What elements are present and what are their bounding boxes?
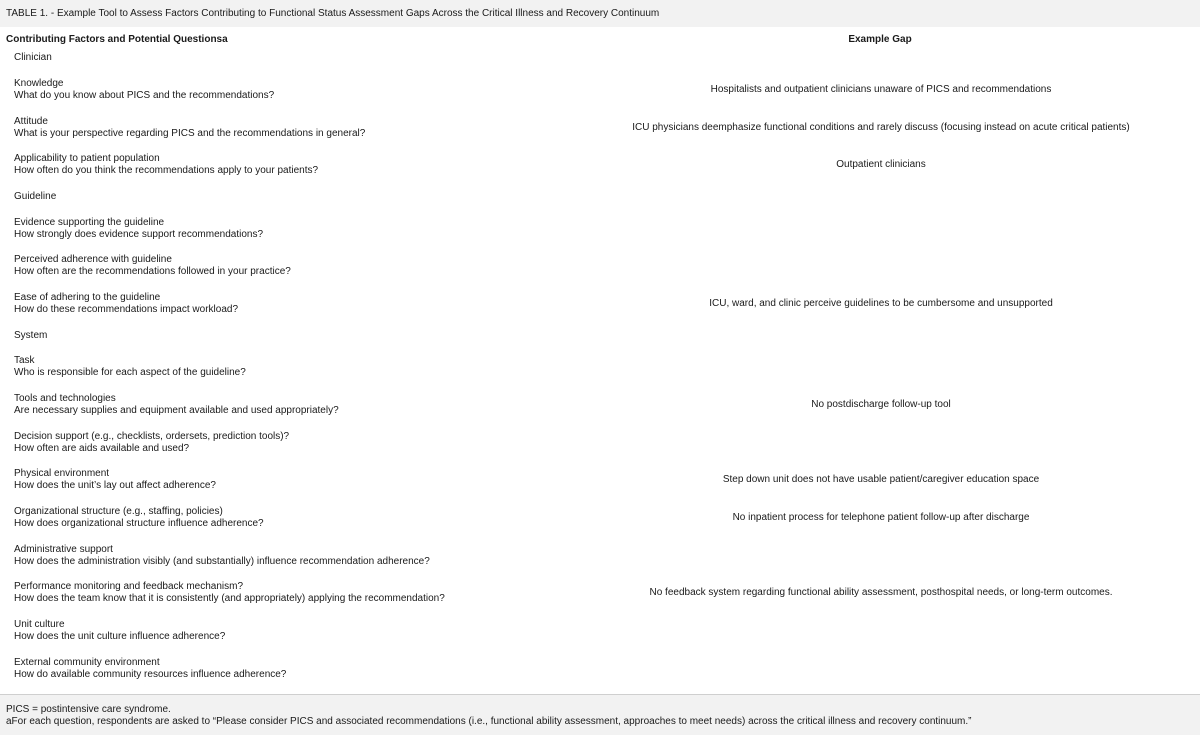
table-row	[14, 393, 574, 417]
footnote-abbreviation: PICS = postintensive care syndrome.	[6, 704, 171, 715]
factor-question: How does the unit’s lay out affect adherence?	[14, 480, 216, 491]
factor-label: Knowledge	[14, 78, 64, 89]
factor-question: What do you know about PICS and the recommendations?	[14, 90, 275, 101]
factor-question: How does organizational structure influence adherence?	[14, 518, 264, 529]
table-row	[14, 431, 574, 455]
factor-label: Decision support (e.g., checklists, ordersets, prediction tools)?	[14, 431, 290, 442]
factor-question: How does the unit culture influence adherence?	[14, 631, 226, 642]
table-row	[14, 506, 574, 530]
factor-question: How do available community resources influence adherence?	[14, 669, 287, 680]
table-row	[14, 657, 574, 681]
factor-question: How often do you think the recommendations apply to your patients?	[14, 165, 319, 176]
gap-cell: No postdischarge follow-up tool	[811, 399, 951, 410]
gap-cell: ICU, ward, and clinic perceive guidelines to be cumbersome and unsupported	[709, 298, 1053, 309]
factor-label: External community environment	[14, 657, 160, 668]
table-row	[14, 468, 574, 492]
factor-label: Attitude	[14, 116, 48, 127]
table-row	[14, 254, 574, 278]
gap-cell: No feedback system regarding functional ability assessment, posthospital needs, or long-term outcomes.	[649, 587, 1113, 598]
factor-label: Performance monitoring and feedback mechanism?	[14, 581, 244, 592]
table-row	[14, 292, 574, 316]
factor-label: Physical environment	[14, 468, 110, 479]
table-row	[14, 116, 574, 140]
factor-label: Organizational structure (e.g., staffing, policies)	[14, 506, 223, 517]
factor-label: Evidence supporting the guideline	[14, 217, 165, 228]
factor-label: Guideline	[14, 191, 57, 202]
table-footer	[0, 694, 1200, 735]
table-row	[14, 355, 574, 379]
gap-cell: ICU physicians deemphasize functional conditions and rarely discuss (focusing instead on acute critical patients)	[632, 122, 1130, 133]
factor-label: Perceived adherence with guideline	[14, 254, 172, 265]
factor-question: How strongly does evidence support recommendations?	[14, 229, 264, 240]
factor-label: Applicability to patient population	[14, 153, 160, 164]
factor-label: Clinician	[14, 52, 52, 63]
factor-question: How often are the recommendations followed in your practice?	[14, 266, 291, 277]
factor-question: How does the team know that it is consistently (and appropriately) applying the recommendation?	[14, 593, 445, 604]
table-row	[14, 217, 574, 241]
table-row	[14, 581, 574, 605]
table-row	[14, 153, 574, 177]
factor-label: Ease of adhering to the guideline	[14, 292, 161, 303]
factor-question: Are necessary supplies and equipment available and used appropriately?	[14, 405, 339, 416]
factor-question: How does the administration visibly (and substantially) influence recommendation adherence?	[14, 556, 430, 567]
table-caption: TABLE 1. - Example Tool to Assess Factors Contributing to Functional Status Assessment Gaps Across the Critical Illness and Recovery Continuum	[6, 8, 660, 19]
footnote-a: aFor each question, respondents are asked to “Please consider PICS and associated recommendations (i.e., functional ability assessment, approaches to meet needs) across the critical illness and recovery continuum.”	[6, 716, 972, 727]
factor-label: Administrative support	[14, 544, 113, 555]
gap-cell: Step down unit does not have usable patient/caregiver education space	[722, 474, 1040, 485]
table-row	[14, 78, 574, 102]
table-row	[14, 544, 574, 568]
table-row	[14, 191, 574, 203]
table-row	[14, 52, 574, 64]
factor-label: Tools and technologies	[14, 393, 116, 404]
factor-label: Task	[14, 355, 35, 366]
gap-cell: Outpatient clinicians	[836, 159, 926, 170]
gap-cell: No inpatient process for telephone patient follow-up after discharge	[732, 512, 1030, 523]
table-row	[14, 330, 574, 342]
column-header-gap: Example Gap	[848, 34, 912, 45]
factor-question: How often are aids available and used?	[14, 443, 190, 454]
table-row	[14, 619, 574, 643]
column-header-factors: Contributing Factors and Potential Questionsa	[6, 34, 228, 45]
factor-question: How do these recommendations impact workload?	[14, 304, 238, 315]
factor-label: System	[14, 330, 48, 341]
gap-cell: Hospitalists and outpatient clinicians unaware of PICS and recommendations	[710, 84, 1052, 95]
factor-question: What is your perspective regarding PICS and the recommendations in general?	[14, 128, 366, 139]
factor-question: Who is responsible for each aspect of the guideline?	[14, 367, 246, 378]
factor-label: Unit culture	[14, 619, 65, 630]
